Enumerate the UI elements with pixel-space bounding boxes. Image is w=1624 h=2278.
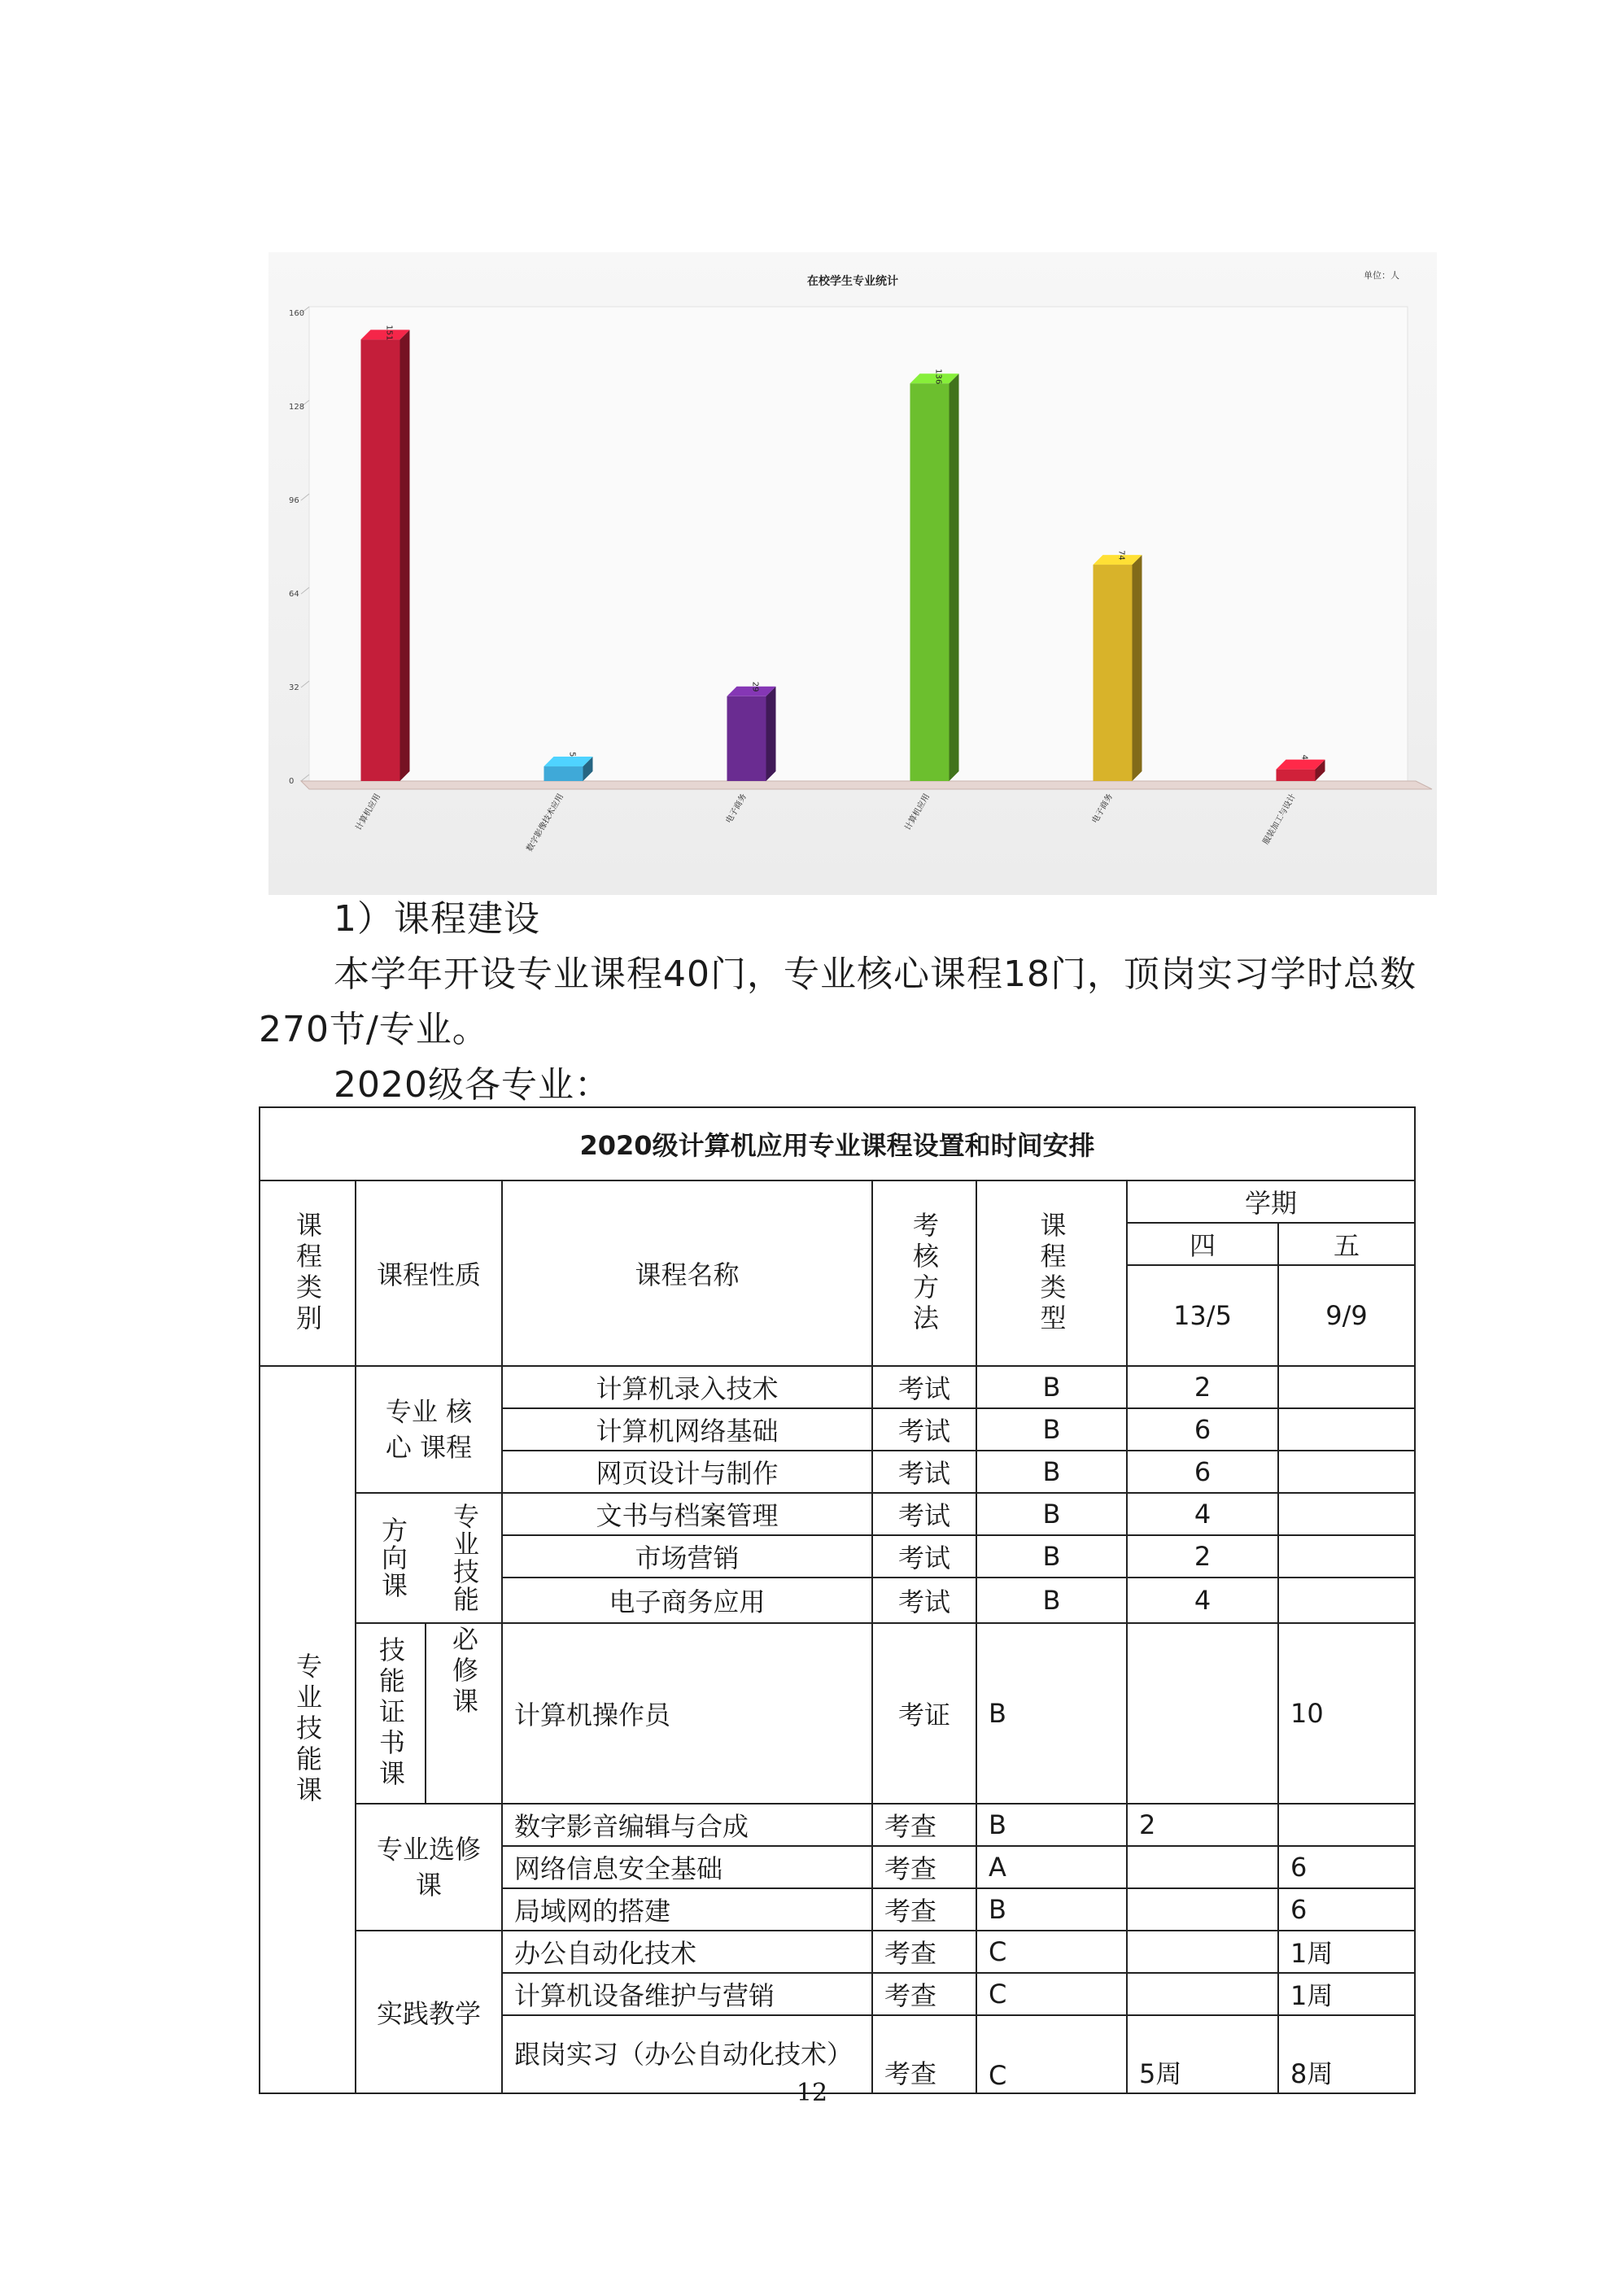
course-s4 (1127, 1888, 1278, 1931)
course-type: B (976, 1366, 1127, 1408)
course-s5: 6 (1278, 1888, 1415, 1931)
course-type: B (976, 1578, 1127, 1623)
y-tick-label: 64 (289, 590, 299, 599)
course-s4: 6 (1127, 1408, 1278, 1451)
group-core: 专业 核心 课程 (356, 1366, 502, 1493)
group-direction (356, 1493, 502, 1623)
course-type: A (976, 1846, 1127, 1888)
course-name: 计算机录入技术 (502, 1366, 872, 1408)
course-type: B (976, 1451, 1127, 1493)
y-tick-label: 0 (289, 777, 295, 786)
chart-title: 在校学生专业统计 (807, 275, 898, 288)
course-name: 局域网的搭建 (502, 1888, 872, 1931)
y-tick-label: 160 (289, 309, 305, 318)
header-exam: 考核方法 (872, 1180, 976, 1366)
paragraph-line-2: 270节/专业。 (259, 1009, 489, 1050)
course-type: C (976, 1931, 1127, 1973)
course-s4 (1127, 1623, 1278, 1804)
table-row (260, 1366, 1415, 1408)
course-exam: 考查 (872, 1846, 976, 1888)
y-tick-label: 32 (289, 683, 299, 692)
section-heading: 1）课程建设 (334, 898, 540, 940)
header-sem4-weeks: 13/5 (1127, 1265, 1278, 1366)
course-name: 文书与档案管理 (502, 1493, 872, 1535)
table-row (260, 1493, 1415, 1535)
course-type: B (976, 1408, 1127, 1451)
x-category-label: 计算机应用 (903, 792, 932, 832)
y-tick-label: 128 (289, 403, 305, 412)
course-s5 (1278, 1804, 1415, 1846)
y-gridline (301, 681, 309, 687)
header-nature: 课程性质 (356, 1180, 502, 1366)
course-s5: 10 (1278, 1623, 1415, 1804)
course-name: 计算机网络基础 (502, 1408, 872, 1451)
course-exam: 考试 (872, 1535, 976, 1578)
header-category: 课程类别 (260, 1180, 356, 1366)
header-sem5-weeks: 9/9 (1278, 1265, 1415, 1366)
bar-side (766, 687, 776, 781)
course-name: 跟岗实习（办公自动化技术） (502, 2015, 872, 2093)
course-type: C (976, 2015, 1127, 2093)
bar (1277, 770, 1316, 781)
chart-unit-label: 单位：人 (1364, 270, 1399, 281)
course-table (259, 1106, 1416, 2094)
course-type: B (976, 1493, 1127, 1535)
course-exam: 考查 (872, 1973, 976, 2015)
bar-value-label: 74 (1116, 550, 1126, 561)
course-s4: 4 (1127, 1493, 1278, 1535)
chart-svg (268, 252, 1437, 895)
header-name: 课程名称 (502, 1180, 872, 1366)
course-s5 (1278, 1578, 1415, 1623)
course-name: 网页设计与制作 (502, 1451, 872, 1493)
chart-floor (301, 781, 1432, 789)
course-s4: 6 (1127, 1451, 1278, 1493)
bar-value-label: 29 (750, 681, 760, 692)
course-s4: 4 (1127, 1578, 1278, 1623)
course-s5 (1278, 1451, 1415, 1493)
bar-value-label: 136 (933, 369, 943, 385)
course-name: 电子商务应用 (502, 1578, 872, 1623)
header-sem5: 五 (1278, 1223, 1415, 1265)
course-s4: 2 (1127, 1535, 1278, 1578)
y-gridline (301, 494, 309, 500)
course-exam: 考试 (872, 1366, 976, 1408)
bar (544, 766, 583, 781)
y-gridline (301, 587, 309, 594)
course-s5 (1278, 1366, 1415, 1408)
course-s5 (1278, 1408, 1415, 1451)
bar-side (950, 373, 959, 781)
group-practice: 实践教学 (356, 1931, 502, 2093)
bar (361, 339, 400, 781)
course-s4 (1127, 1973, 1278, 2015)
y-gridline (301, 775, 309, 781)
paragraph-line-1: 本学年开设专业课程40门，专业核心课程18门，顶岗实习学时总数 (334, 954, 1417, 995)
course-s5: 8周 (1278, 2015, 1415, 2093)
bar-value-label: 5 (567, 752, 577, 757)
table-row (260, 1623, 1415, 1804)
header-semester: 学期 (1127, 1180, 1415, 1223)
course-s4: 2 (1127, 1804, 1278, 1846)
course-exam: 考查 (872, 2015, 976, 2093)
x-category-label: 数字影像技术应用 (525, 792, 566, 853)
course-exam: 考证 (872, 1623, 976, 1804)
table-title: 2020级计算机应用专业课程设置和时间安排 (260, 1107, 1415, 1180)
course-exam: 考试 (872, 1451, 976, 1493)
y-tick-label: 96 (289, 496, 299, 505)
x-category-label: 电子商务 (1090, 792, 1115, 826)
course-name: 市场营销 (502, 1535, 872, 1578)
bar-value-label: 4 (1299, 754, 1309, 760)
course-name: 数字影音编辑与合成 (502, 1804, 872, 1846)
x-category-label: 电子商务 (724, 792, 749, 826)
group-direction-a: 方向课 (378, 1516, 408, 1599)
course-name: 办公自动化技术 (502, 1931, 872, 1973)
x-category-label: 服装加工与设计 (1261, 792, 1299, 847)
course-s4 (1127, 1846, 1278, 1888)
course-s5 (1278, 1535, 1415, 1578)
course-exam: 考查 (872, 1804, 976, 1846)
course-type: B (976, 1804, 1127, 1846)
bar (1094, 565, 1133, 781)
bar (910, 383, 950, 781)
course-s5: 1周 (1278, 1931, 1415, 1973)
group-elective: 专业选修课 (356, 1804, 502, 1931)
course-exam: 考试 (872, 1408, 976, 1451)
table-row (260, 1931, 1415, 1973)
table-row (260, 1804, 1415, 1846)
course-exam: 考查 (872, 1888, 976, 1931)
group-cert-a: 技能证书课 (356, 1623, 426, 1804)
header-type: 课程类型 (976, 1180, 1127, 1366)
bar-value-label: 151 (384, 325, 394, 341)
course-s4: 5周 (1127, 2015, 1278, 2093)
course-exam: 考试 (872, 1493, 976, 1535)
course-exam: 考查 (872, 1931, 976, 1973)
course-s5 (1278, 1493, 1415, 1535)
course-name: 网络信息安全基础 (502, 1846, 872, 1888)
page-number: 12 (796, 2079, 828, 2107)
course-type: B (976, 1535, 1127, 1578)
course-type: B (976, 1888, 1127, 1931)
course-exam: 考试 (872, 1578, 976, 1623)
course-type: C (976, 1973, 1127, 2015)
course-name: 计算机操作员 (502, 1623, 872, 1804)
course-type: B (976, 1623, 1127, 1804)
paragraph-line-3: 2020级各专业： (334, 1064, 611, 1106)
header-sem4: 四 (1127, 1223, 1278, 1265)
course-s4: 2 (1127, 1366, 1278, 1408)
bar-side (400, 329, 410, 781)
course-s5: 6 (1278, 1846, 1415, 1888)
bar (727, 696, 766, 781)
course-s4 (1127, 1931, 1278, 1973)
group-direction-b: 专业技能 (449, 1503, 480, 1613)
bar-side (1133, 555, 1142, 781)
chart-back-wall (309, 307, 1408, 781)
group-cert-b: 必修课 (426, 1623, 502, 1804)
category-main: 专业技能课 (260, 1366, 356, 2093)
course-name: 计算机设备维护与营销 (502, 1973, 872, 2015)
bar-chart (268, 252, 1437, 895)
course-s5: 1周 (1278, 1973, 1415, 2015)
x-category-label: 计算机应用 (354, 792, 383, 832)
